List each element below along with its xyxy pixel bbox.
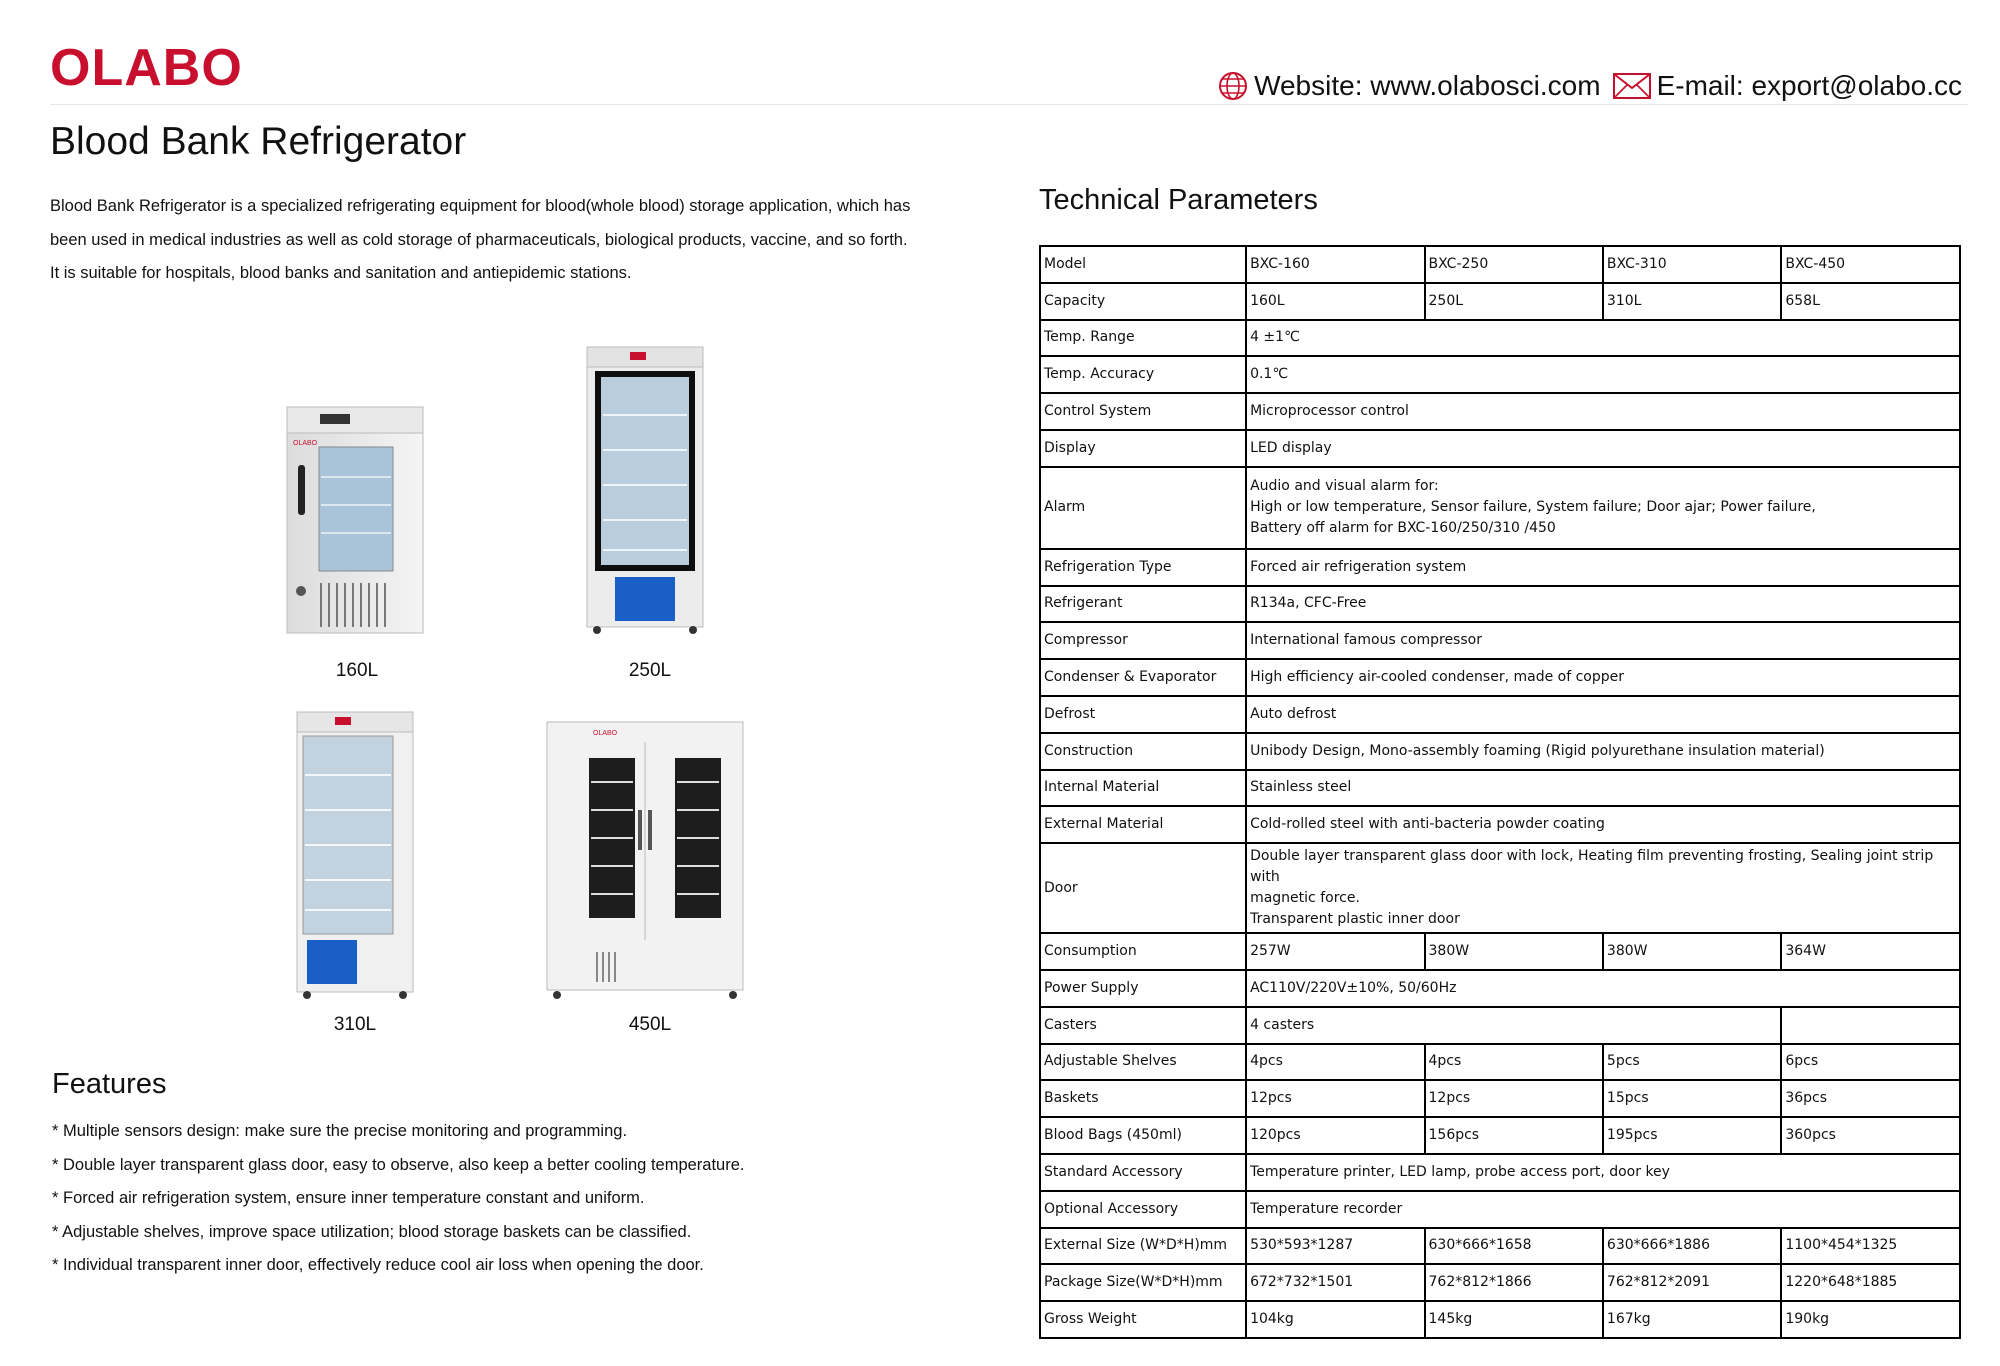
table-row [1040,1191,1960,1228]
param-value: 1220*648*1885 [1781,1264,1960,1301]
feature-item: * Double layer transparent glass door, easy to observe, also keep a better cooling temperature. [52,1155,745,1174]
param-label: External Material [1040,806,1246,843]
table-row [1040,1154,1960,1191]
param-label: Model [1040,246,1246,283]
table-row [1040,246,1960,283]
param-value: BXC-250 [1425,246,1603,283]
param-value: 104kg [1246,1301,1424,1338]
table-row [1040,393,1960,430]
param-value: Stainless steel [1246,770,1960,807]
tech-params-table [1039,245,1961,1339]
param-value: 0.1℃ [1246,356,1960,393]
table-row [1040,1228,1960,1265]
param-line: Battery off alarm for BXC-160/250/310 /450 [1250,520,1556,537]
tech-params-heading: Technical Parameters [1039,184,1318,216]
feature-item: * Adjustable shelves, improve space utilization; blood storage baskets can be classified. [52,1222,692,1241]
brand-logo: OLABO [50,39,243,97]
param-value: 12pcs [1425,1080,1603,1117]
table-row [1040,1301,1960,1338]
intro-line: It is suitable for hospitals, blood banks and sanitation and antiepidemic stations. [50,264,632,282]
email-link[interactable]: E-mail: export@olabo.cc [1656,70,1962,101]
table-row [1040,1044,1960,1081]
param-value: 672*732*1501 [1246,1264,1424,1301]
intro-paragraph [50,190,1000,291]
param-value: 145kg [1425,1301,1603,1338]
param-label: Defrost [1040,696,1246,733]
param-label: Refrigerant [1040,586,1246,623]
mail-icon [1613,73,1651,99]
param-value: 120pcs [1246,1117,1424,1154]
param-line: Double layer transparent glass door with lock, Heating film preventing frosting, Sealing joint strip with [1250,848,1934,886]
param-label: Temp. Range [1040,320,1246,357]
table-row [1040,1117,1960,1154]
param-value: 762*812*1866 [1425,1264,1603,1301]
product-image-250l [585,345,705,635]
table-row [1040,770,1960,807]
param-value: 12pcs [1246,1080,1424,1117]
param-value: 4pcs [1425,1044,1603,1081]
param-value: 4pcs [1246,1044,1424,1081]
param-value [1781,1007,1960,1044]
table-row [1040,1007,1960,1044]
table-row [1040,430,1960,467]
product-brand-label: OLABO [593,730,618,737]
features-heading: Features [52,1068,167,1100]
feature-item: * Individual transparent inner door, effectively reduce cool air loss when opening the door. [52,1256,704,1274]
param-value: 762*812*2091 [1603,1264,1781,1301]
param-value: Forced air refrigeration system [1246,549,1960,586]
product-brand-label: OLABO [293,440,318,447]
param-value: Temperature recorder [1246,1191,1960,1228]
param-value: 630*666*1886 [1603,1228,1781,1265]
param-value: 36pcs [1781,1080,1960,1117]
param-label: Optional Accessory [1040,1191,1246,1228]
contact-bar [1218,70,1962,102]
param-label: Adjustable Shelves [1040,1044,1246,1081]
table-row [1040,843,1960,933]
param-value: 310L [1603,283,1781,320]
param-label: Compressor [1040,622,1246,659]
intro-line: Blood Bank Refrigerator is a specialized refrigerating equipment for blood(whole blood) storage application, which has [50,197,911,215]
product-caption: 250L [628,660,672,681]
param-value: 250L [1425,283,1603,320]
param-value: Temperature printer, LED lamp, probe access port, door key [1246,1154,1960,1191]
param-value: 4 ±1℃ [1246,320,1960,357]
table-row [1040,1080,1960,1117]
param-value: BXC-310 [1603,246,1781,283]
param-value: 360pcs [1781,1117,1960,1154]
product-caption: 310L [333,1014,377,1035]
param-label: Temp. Accuracy [1040,356,1246,393]
param-value: 167kg [1603,1301,1781,1338]
param-label: Baskets [1040,1080,1246,1117]
param-label: Consumption [1040,933,1246,970]
param-value: 364W [1781,933,1960,970]
feature-item: * Forced air refrigeration system, ensure inner temperature constant and uniform. [52,1189,645,1207]
param-label: Condenser & Evaporator [1040,659,1246,696]
param-value: BXC-450 [1781,246,1960,283]
param-value: 380W [1425,933,1603,970]
product-image-450l [545,720,745,1002]
param-value: BXC-160 [1246,246,1424,283]
product-caption: 450L [628,1014,672,1035]
table-row [1040,320,1960,357]
param-label: Package Size(W*D*H)mm [1040,1264,1246,1301]
param-value: 1100*454*1325 [1781,1228,1960,1265]
param-label: Alarm [1040,467,1246,549]
table-row [1040,549,1960,586]
header-divider [50,104,1968,105]
param-value: 658L [1781,283,1960,320]
param-value: 630*666*1658 [1425,1228,1603,1265]
intro-line: been used in medical industries as well as cold storage of pharmaceuticals, biological products, vaccine, and so forth. [50,230,908,249]
website-link[interactable]: Website: www.olabosci.com [1254,70,1601,101]
param-value-multiline [1246,467,1960,549]
param-label: Capacity [1040,283,1246,320]
param-label: Internal Material [1040,770,1246,807]
param-value: 6pcs [1781,1044,1960,1081]
param-label: Standard Accessory [1040,1154,1246,1191]
table-row [1040,356,1960,393]
table-row [1040,283,1960,320]
table-row [1040,622,1960,659]
param-value: LED display [1246,430,1960,467]
table-row [1040,1264,1960,1301]
param-label: Refrigeration Type [1040,549,1246,586]
param-value: 4 casters [1246,1007,1781,1044]
table-row [1040,696,1960,733]
param-label: Display [1040,430,1246,467]
table-row [1040,586,1960,623]
table-row [1040,733,1960,770]
param-value: 530*593*1287 [1246,1228,1424,1265]
table-row [1040,970,1960,1007]
param-value-multiline [1246,843,1960,933]
param-value: High efficiency air-cooled condenser, made of copper [1246,659,1960,696]
param-value: Auto defrost [1246,696,1960,733]
param-label: Door [1040,843,1246,933]
param-value: R134a, CFC-Free [1246,586,1960,623]
table-row [1040,806,1960,843]
param-value: 160L [1246,283,1424,320]
param-label: Gross Weight [1040,1301,1246,1338]
param-value: Microprocessor control [1246,393,1960,430]
param-value: 5pcs [1603,1044,1781,1081]
param-line: Audio and visual alarm for: [1250,478,1439,495]
product-image-310l [295,710,415,1000]
param-label: Power Supply [1040,970,1246,1007]
page-title: Blood Bank Refrigerator [50,120,467,163]
param-line: High or low temperature, Sensor failure, System failure; Door ajar; Power failure, [1250,499,1816,516]
table-row [1040,659,1960,696]
param-value: 195pcs [1603,1117,1781,1154]
param-label: Blood Bags (450ml) [1040,1117,1246,1154]
param-value: 156pcs [1425,1117,1603,1154]
globe-icon [1218,71,1248,101]
param-value: AC110V/220V±10%, 50/60Hz [1246,970,1960,1007]
table-row [1040,933,1960,970]
param-value: Cold-rolled steel with anti-bacteria powder coating [1246,806,1960,843]
table-row [1040,467,1960,549]
param-label: Casters [1040,1007,1246,1044]
param-label: Control System [1040,393,1246,430]
param-line: magnetic force. [1250,890,1360,907]
feature-item: * Multiple sensors design: make sure the precise monitoring and programming. [52,1122,628,1140]
product-caption: 160L [335,660,379,681]
param-value: 190kg [1781,1301,1960,1338]
features-list [52,1115,744,1283]
product-image-160l [285,405,425,635]
param-value: 380W [1603,933,1781,970]
param-value: 15pcs [1603,1080,1781,1117]
param-value: International famous compressor [1246,622,1960,659]
param-label: External Size (W*D*H)mm [1040,1228,1246,1265]
param-value: 257W [1246,933,1424,970]
param-value: Unibody Design, Mono-assembly foaming (Rigid polyurethane insulation material) [1246,733,1960,770]
param-line: Transparent plastic inner door [1250,911,1460,928]
param-label: Construction [1040,733,1246,770]
